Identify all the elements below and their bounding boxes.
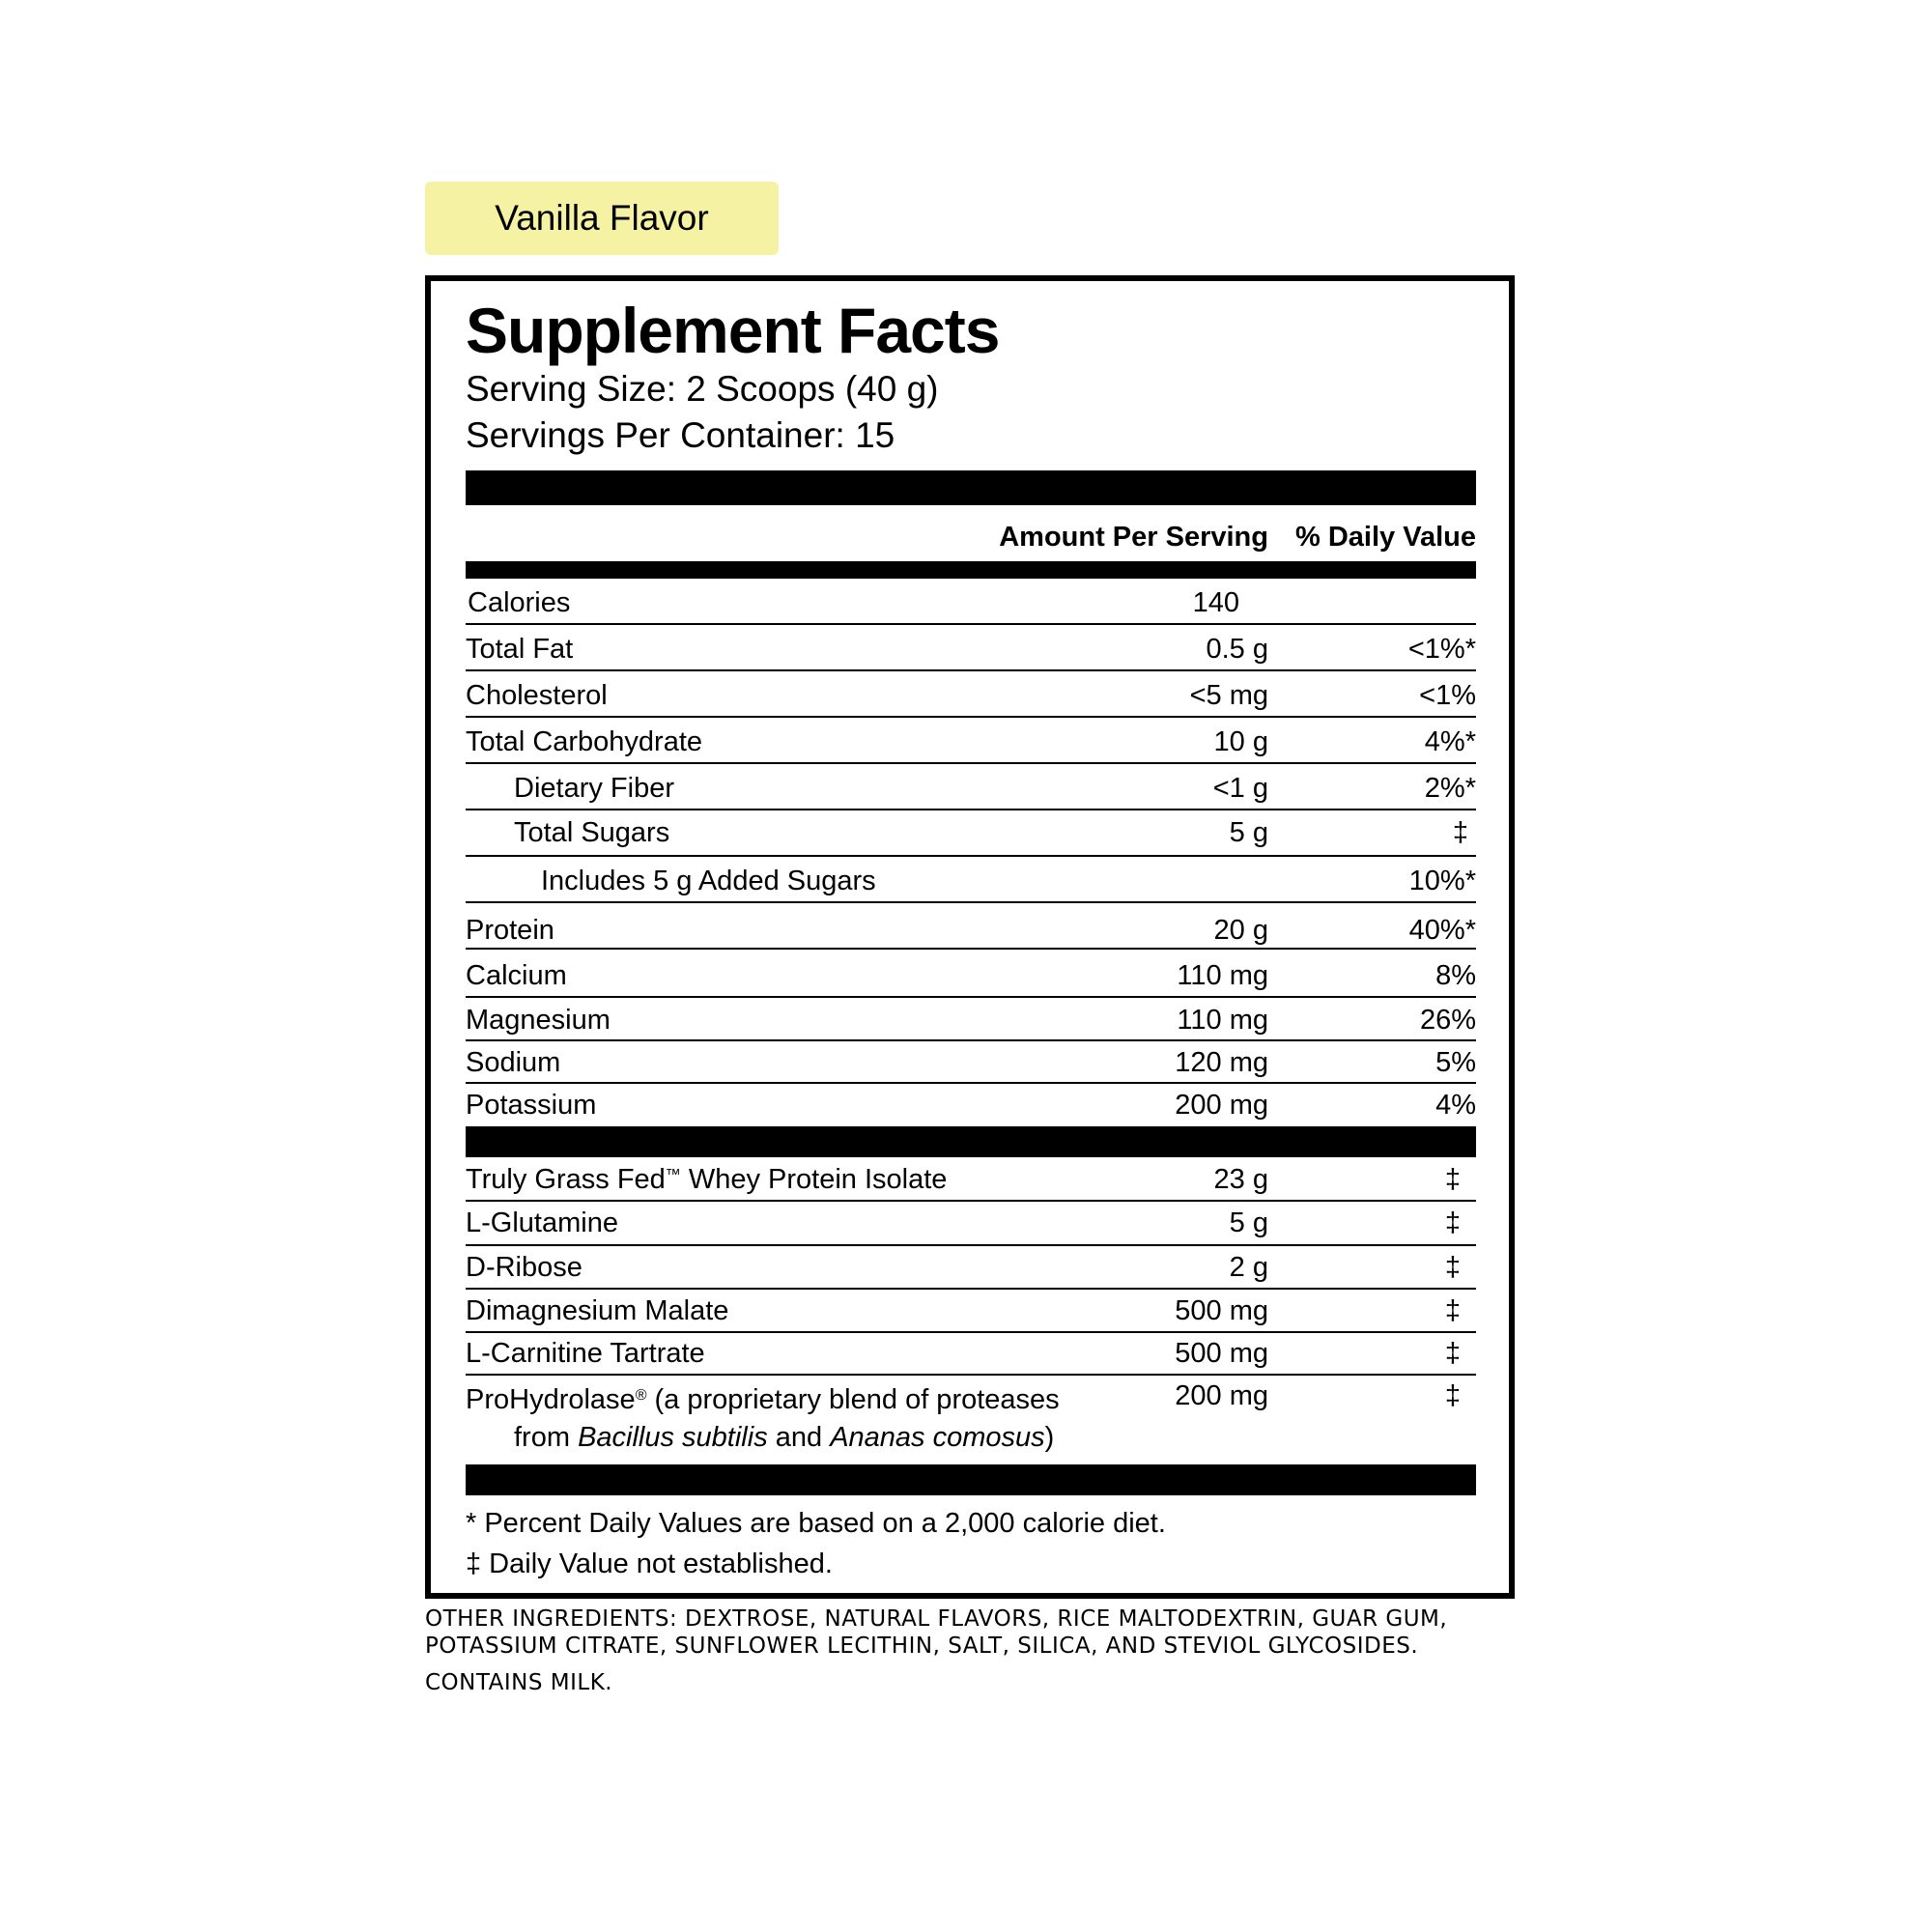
ingredient-name: Dimagnesium Malate [466,1295,729,1326]
allergen-statement: CONTAINS MILK. [425,1670,613,1695]
nutrient-name: Total Sugars [514,817,670,848]
nutrient-name: Dietary Fiber [514,773,674,804]
nutrient-row-dietary-fiber [466,764,1476,810]
nutrient-name: Sodium [466,1047,561,1078]
trademark-mark: ™ [665,1167,681,1183]
ingredient-dv: ‡ [1444,1252,1461,1283]
ingredient-row-l-carnitine-tartrate [466,1333,1476,1376]
ingredient-amount: 200 mg [1175,1380,1268,1411]
nutrient-amount: 200 mg [1175,1090,1268,1121]
nutrient-row-protein [466,903,1476,950]
column-header-row [466,505,1476,561]
nutrient-name: Includes 5 g Added Sugars [541,866,876,896]
nutrient-amount: 10 g [1213,726,1268,757]
nutrient-dv: 5% [1435,1047,1476,1078]
footnote-dv-not-established: ‡ Daily Value not established. [466,1548,833,1579]
facts-title: Supplement Facts [466,295,1000,366]
nutrient-name: Potassium [466,1090,597,1121]
nutrient-row-total-sugars [466,810,1476,857]
amount-header: Amount Per Serving [999,522,1268,553]
nutrient-row-calcium [466,950,1476,998]
nutrient-amount: <5 mg [1189,680,1268,711]
ingredient-name: Truly Grass Fed™ Whey Protein Isolate [466,1164,948,1195]
nutrient-row-sodium [466,1041,1476,1084]
nutrient-amount: 20 g [1213,915,1268,946]
supplement-facts-panel [425,275,1515,1599]
registered-mark: ® [635,1387,647,1404]
medium-divider [466,561,1476,579]
nutrient-row-magnesium [466,998,1476,1041]
nutrient-name: Protein [466,915,554,946]
ingredient-amount: 5 g [1229,1208,1268,1238]
ingredient-dv: ‡ [1444,1380,1461,1411]
nutrient-row-total-carbohydrate [466,718,1476,764]
nutrient-name: Calories [468,587,571,618]
other-ingredients-line-1: OTHER INGREDIENTS: DEXTROSE, NATURAL FLAVORS, RICE MALTODEXTRIN, GUAR GUM, [425,1606,1448,1632]
nutrient-amount: 140 [1192,587,1239,618]
ingredient-amount: 2 g [1229,1252,1268,1283]
ingredient-row-d-ribose [466,1246,1476,1290]
nutrient-name: Magnesium [466,1005,611,1036]
ingredient-row-prohydrolase [466,1376,1476,1464]
nutrient-dv: 40%* [1408,915,1476,946]
nutrient-name: Calcium [466,960,567,991]
nutrient-dv: <1% [1419,680,1476,711]
ingredient-amount: 500 mg [1175,1338,1268,1369]
other-ingredients-line-2: POTASSIUM CITRATE, SUNFLOWER LECITHIN, SALT, SILICA, AND STEVIOL GLYCOSIDES. [425,1634,1419,1659]
nutrient-amount: 110 mg [1177,1005,1268,1036]
nutrient-dv: 4% [1435,1090,1476,1121]
other-ingredients [425,1605,1526,1696]
nutrient-amount: 110 mg [1177,960,1268,991]
thick-divider [466,1464,1476,1495]
nutrient-dv: 10%* [1408,866,1476,896]
ingredient-dv: ‡ [1444,1295,1461,1326]
ingredient-name: ProHydrolase® (a proprietary blend of proteases [466,1384,1060,1415]
nutrient-amount: <1 g [1212,773,1268,804]
daily-value-header: % Daily Value [1295,522,1476,553]
nutrient-amount: 120 mg [1175,1047,1268,1078]
ingredient-name: L-Carnitine Tartrate [466,1338,705,1369]
ingredient-row-dimagnesium-malate [466,1290,1476,1333]
flavor-tag: Vanilla Flavor [425,182,779,255]
servings-per-container: Servings Per Container: 15 [466,415,895,455]
nutrient-amount: 5 g [1229,817,1268,848]
ingredient-amount: 500 mg [1175,1295,1268,1326]
nutrient-dv: 26% [1419,1005,1476,1036]
nutrient-name: Total Fat [466,634,574,665]
nutrient-row-potassium [466,1084,1476,1126]
ingredient-dv: ‡ [1444,1208,1461,1238]
nutrient-row-calories [466,579,1476,625]
nutrient-dv: 8% [1435,960,1476,991]
ingredient-name: D-Ribose [466,1252,582,1283]
ingredient-dv: ‡ [1444,1164,1461,1195]
nutrient-name: Cholesterol [466,680,608,711]
nutrient-name: Total Carbohydrate [466,726,703,757]
thick-divider [466,470,1476,505]
nutrient-row-added-sugars [466,857,1476,903]
nutrient-row-cholesterol [466,671,1476,718]
footnote-percent-dv: * Percent Daily Values are based on a 2,000 calorie diet. [466,1508,1166,1539]
nutrient-row-total-fat [466,625,1476,671]
nutrient-dv: 4%* [1424,726,1476,757]
thick-divider [466,1126,1476,1157]
ingredient-name: L-Glutamine [466,1208,618,1238]
serving-size: Serving Size: 2 Scoops (40 g) [466,369,939,409]
ingredient-dv: ‡ [1444,1338,1461,1369]
ingredient-amount: 23 g [1213,1164,1268,1195]
nutrient-dv: <1%* [1407,634,1476,665]
ingredient-row-whey-protein [466,1157,1476,1202]
nutrient-dv: ‡ [1452,817,1468,848]
ingredient-row-l-glutamine [466,1202,1476,1246]
nutrient-amount: 0.5 g [1206,634,1268,665]
nutrient-dv: 2%* [1424,773,1476,804]
ingredient-name-continued: from Bacillus subtilis and Ananas comosus) [514,1422,1055,1453]
